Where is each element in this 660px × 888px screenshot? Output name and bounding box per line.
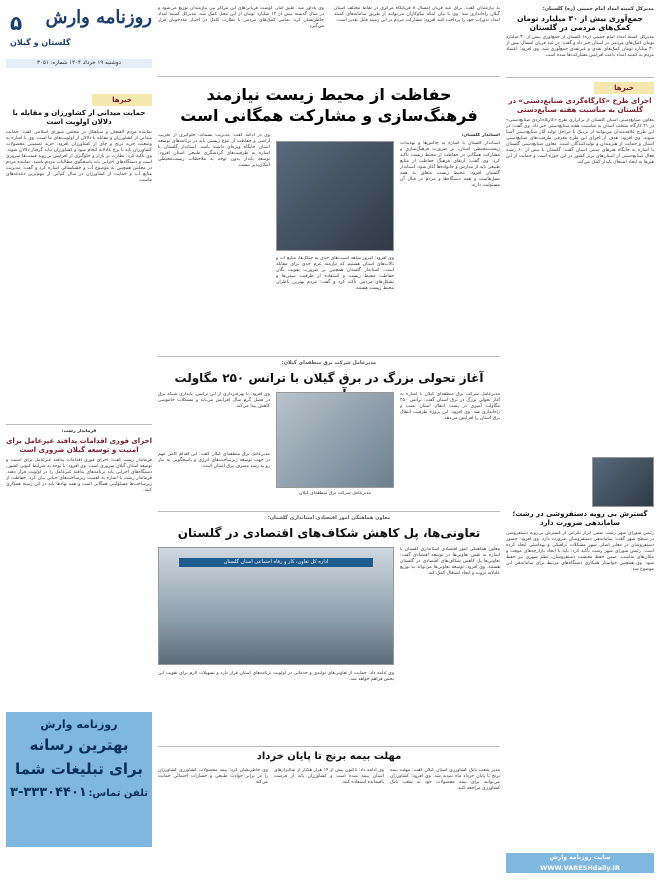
masthead xyxy=(6,6,152,72)
top-right-kicker: مدیرکل کمیته امداد امام خمینی (ره) گلستان: xyxy=(542,6,654,12)
ad-box[interactable] xyxy=(6,712,152,847)
ad-line3: برای تبلیغات شما xyxy=(15,759,143,778)
ad-line2: بهترین رسانه xyxy=(29,736,129,755)
divider xyxy=(158,746,500,747)
date-line: دوشنبه ۱۹ خرداد ۱۴۰۴ شماره: ۳۰۵۱ xyxy=(6,59,152,68)
divider xyxy=(158,356,500,357)
page-number: ۵ xyxy=(10,11,23,35)
story3-kicker: معاون هماهنگی امور اقتصادی استانداری گلستان: xyxy=(267,515,391,521)
left-column xyxy=(6,6,152,884)
right-story1-headline: اجرای طرح «کارگاه‌گردی صنایع‌دستی» در گلستان به مناسبت هفته صنایع‌دستی xyxy=(508,97,652,114)
top-right-headline: جمع‌آوری بیش از ۳۰ میلیارد تومان کمک‌های مردمی در گلستان xyxy=(517,14,643,32)
story-photo xyxy=(592,457,654,507)
divider xyxy=(158,76,500,77)
right-column xyxy=(506,6,654,884)
site-url[interactable]: WWW.VARESHdaily.IR xyxy=(540,864,620,872)
story4-body-left: وی خاطرنشان کرد: بیمه محصولات کشاورزی کشاورزان را در برابر حوادث طبیعی و خسارات احتمالی حمایت می‌کند. xyxy=(158,768,268,785)
top-left-body: وی یادآور شد: طبق آمار، گوشت قربانی‌های این مراکز بین نیازمندان توزیع می‌شود و در سال گذشته بیش از ۱۲ میلیارد تومان از این محل کمک شد. مدیرکل کمیته امداد خاطرنشان کرد: تمامی کمک‌های مردمی با نظارت کامل در اختیار مددجویان قرار می‌گیرد. xyxy=(158,6,324,29)
ad-phone-row xyxy=(6,785,152,802)
story3-banner: اداره کل تعاون، کار و رفاه اجتماعی استان گلستان xyxy=(179,558,373,567)
left-story2-body: فرماندار رشت گفت: اجرای فوری اقدامات پدافند غیرعامل برای امنیت و توسعه استان گیلان ضروری است. وی افزود: با توجه به شرایط کنونی کشور، دستگاه‌های اجرایی باید برنامه‌های پدافند غیرعامل را در اولویت قرار دهند. فرماندار رشت با اشاره به اهمیت زیرساخت‌های حیاتی بیان کرد: حفاظت از زیرساخت‌ها مسئولیتی همگانی است و همه نهادها باید در این زمینه همکاری کنند. xyxy=(6,458,152,493)
left-story1-body: نماینده مردم لاهیجان و سیاهکل در مجلس شورای اسلامی گفت: حمایت میدانی از کشاورزان و مقابله با دلالان از اولویت‌های ما است. وی با اشاره به وضعیت خرید برنج و چای از کشاورزان افزود: خرید تضمینی محصولات کشاورزان باید با نرخ عادلانه انجام شود و کشاورزان نباید گرفتار دلالان شوند. وی تأکید کرد: نظارت بر بازار و جلوگیری از افزایش بی‌رویه قیمت‌ها ضروری است و دستگاه‌های اجرایی باید پاسخگوی مطالبات مردم باشند. نماینده مردم در مجلس همچنین به موضوع آب و خشکسالی اشاره کرد و گفت: مدیریت منابع آب و حمایت از کشاورزان در سال کم‌آبی از مهم‌ترین دغدغه‌های ماست. xyxy=(6,130,152,183)
top-right-body: مدیرکل کمیته امداد امام خمینی (ره) گلستان از جمع‌آوری بیش از ۳۰ میلیارد تومان کمک‌های مردمی در استان خبر داد و گفت: در عید قربان امسال بیش از ۳۰ میلیارد تومان کمک‌های نقدی و غیرنقدی جمع‌آوری شد. وی افزود: اعتماد مردم به کمیته امداد باعث افزایش مشارکت‌ها شده است. xyxy=(506,35,654,58)
section-name: گلستان و گیلان xyxy=(10,38,71,47)
story3-photo xyxy=(158,547,394,665)
ad-phone[interactable]: ۳۳۳۰۴۴۰۱-۳ xyxy=(10,785,87,801)
story2-kicker: مدیرعامل شرکت برق منطقه‌ای گیلان: xyxy=(281,360,377,366)
top-middle-body: به نیازمندان گفت: برای عید قربان امسال ۸ قربانگاه مرکزی در نقاط مختلف استان گیلان راه‌اندازی شد. وی با بیان اینکه نیکوکاران می‌توانند از طریق سامانه‌های کمیته امداد نذورات خود را پرداخت کنند افزود: مشارکت مردم در این زمینه قابل تقدیر است. xyxy=(334,6,500,23)
divider xyxy=(506,77,654,78)
main-headline: حفاظت از محیط زیست نیازمند فرهنگ‌سازی و مشارکت همگانی است xyxy=(180,85,478,125)
main-photo xyxy=(276,141,394,251)
story4-body-right: مدیر شعب بانک کشاورزی استان گیلان گفت: مهلت بیمه برنج تا پایان خرداد ماه تمدید شد. وی افزود: کشاورزان می‌توانند برای بیمه محصولات خود به شعب بانک کشاورزی مراجعه کنند. xyxy=(390,768,500,791)
ad-phone-label: تلفن تماس: xyxy=(88,788,148,800)
right-story2-body: رئیس شورای شهر رشت ضمن ابراز نگرانی از گسترش بی‌رویه دستفروشی در سطح شهر گفت: ساماندهی دستفروشان ضرورت دارد. وی افزود: حضور دستفروشان در معابر اصلی شهر مشکلات ترافیکی و بهداشتی ایجاد کرده است. رئیس شورای شهر رشت تأکید کرد: باید با ایجاد بازارچه‌های موقت و مکان‌های مناسب، ضمن حفظ معیشت دستفروشان، نظم شهری نیز حفظ شود. وی همچنین خواستار همکاری دستگاه‌های مرتبط برای ساماندهی این موضوع شد. xyxy=(506,531,654,572)
left-story2-headline: اجرای فوری اقدامات پدافند غیرعامل برای امنیت و توسعه گیلان ضروری است xyxy=(6,437,152,454)
main-kicker: استاندار گلستان: xyxy=(461,133,500,138)
story4-body-mid: وی ادامه داد: تاکنون بیش از ۱۴ هزار هکتار از شالیزارهای استان بیمه شده است و کشاورزان باید از فرصت باقیمانده استفاده کنند. xyxy=(274,768,384,785)
story3-headline: تعاونی‌ها، پل کاهش شکاف‌های اقتصادی در گلستان xyxy=(177,526,481,540)
divider xyxy=(6,424,152,425)
center-area xyxy=(158,6,500,884)
right-story2-headline: گسترش بی رویه دستفروشی در رشت؛ ساماندهی ضرورت دارد xyxy=(512,510,648,527)
story4-headline: مهلت بیمه برنج تا پایان خرداد xyxy=(256,751,402,762)
story2-body-right: مدیرعامل شرکت برق منطقه‌ای گیلان با اشاره به آغاز تحولی بزرگ در برق استان گفت: ترانس ۲۵۰ مگاولت آمپری در پست انتقال استان نصب و راه‌اندازی شد. وی افزود: این پروژه ظرفیت انتقال برق استان را افزایش می‌دهد. xyxy=(400,392,500,421)
left-story2-kicker: فرماندار رشت: xyxy=(61,429,97,434)
story2-headline: آغاز تحولی بزرگ در برق گیلان با ترانس ۲۵۰ مگاولت xyxy=(174,371,484,385)
divider xyxy=(158,511,500,512)
ad-line1: روزنامه وارش xyxy=(40,718,118,731)
main-body-left: وی در ادامه گفت: مدیریت پسماند، جلوگیری از تخریب اراضی و حفاظت از تنوع زیستی باید در برنامه‌های توسعه استان جایگاه ویژه‌ای داشته باشد. استاندار گلستان با اشاره به ظرفیت‌های گردشگری طبیعی استان افزود: توسعه پایدار بدون توجه به ملاحظات زیست‌محیطی امکان‌پذیر نیست. xyxy=(158,133,270,168)
news-tag: خبرها xyxy=(594,82,654,94)
site-footer[interactable] xyxy=(506,853,654,873)
left-story1-headline: حمایت میدانی از کشاورزان و مقابله با دلالان اولویت است xyxy=(12,109,146,126)
main-body-right: استاندار گلستان با اشاره به چالش‌ها و تهدیدات زیست‌محیطی استان، بر ضرورت فرهنگ‌سازی و مشارکت همگانی در حفاظت از محیط زیست تأکید کرد. وی گفت: ارتقای فرهنگ حفاظت از منابع طبیعی باید از مدارس و خانواده‌ها آغاز شود. استاندار گلستان افزود: محیط زیست متعلق به همه نسل‌هاست و همه دستگاه‌ها و مردم در قبال آن مسئولیت دارند. xyxy=(400,141,500,188)
story2-caption: مدیرعامل شرکت برق منطقه‌ای گیلان xyxy=(298,491,372,496)
story3-body-right: معاون هماهنگی امور اقتصادی استانداری گلستان با اشاره به نقش تعاونی‌ها در توسعه اقتصادی گفت: تعاونی‌ها پل کاهش شکاف‌های اقتصادی در گلستان هستند. وی افزود: توسعه تعاونی‌ها می‌تواند به توزیع عادلانه ثروت و ایجاد اشتغال کمک کند. xyxy=(400,547,500,576)
main-body-mid: وی افزود: امروز شاهد آسیب‌های جدی به جنگل‌ها، منابع آب و تالاب‌های استان هستیم که نیازمند عزم جدی برای مقابله است. استاندار گلستان همچنین بر ضرورت تقویت یگان حفاظت محیط زیست و استفاده از ظرفیت سمن‌ها و تشکل‌های مردمی تأکید کرد و گفت: مردم بهترین ناظران محیط زیست هستند. xyxy=(276,256,394,291)
story2-body-left: مدیرعامل برق منطقه‌ای گیلان گفت: این اقدام گامی مهم در جهت توسعه زیرساخت‌های انرژی و پاسخگویی به نیاز رو به رشد مصرف برق استان است. xyxy=(158,452,270,469)
story2-photo xyxy=(276,392,394,488)
news-tag: خبرها xyxy=(92,94,152,106)
logo: روزنامه وارش xyxy=(45,7,152,28)
site-footer-label: سایت روزنامه وارش xyxy=(549,854,611,861)
story2-body-mid: وی افزود: با بهره‌برداری از این ترانس، پایداری شبکه برق در فصل گرم سال افزایش می‌یابد و مشکلات خاموشی کاهش پیدا می‌کند. xyxy=(158,392,270,409)
right-story1-body: معاون صنایع‌دستی استان گلستان از برگزاری طرح «کارگاه‌گردی صنایع‌دستی» در ۲۱ کارگاه منتخب استان به مناسبت هفته صنایع‌دستی خبر داد. وی گفت: در این طرح علاقه‌مندان می‌توانند از نزدیک با مراحل تولید آثار صنایع‌دستی آشنا شوند. وی افزود: هدف از اجرای این طرح معرفی ظرفیت‌های صنایع‌دستی استان و حمایت از هنرمندان و تولیدکنندگان است. معاون صنایع‌دستی گلستان با اشاره به جایگاه هنرهای سنتی استان گفت: گلستان با بیش از ۶۰ رشته فعال صنایع‌دستی از استان‌های برتر کشور در این حوزه است و حمایت از این هنرها به ایجاد اشتغال پایدار کمک می‌کند. xyxy=(506,118,654,165)
story3-body-left: وی ادامه داد: حمایت از تعاونی‌های تولیدی و خدماتی در اولویت برنامه‌های استان قرار دارد و تسهیلات لازم برای تقویت این بخش فراهم خواهد شد. xyxy=(158,671,394,682)
